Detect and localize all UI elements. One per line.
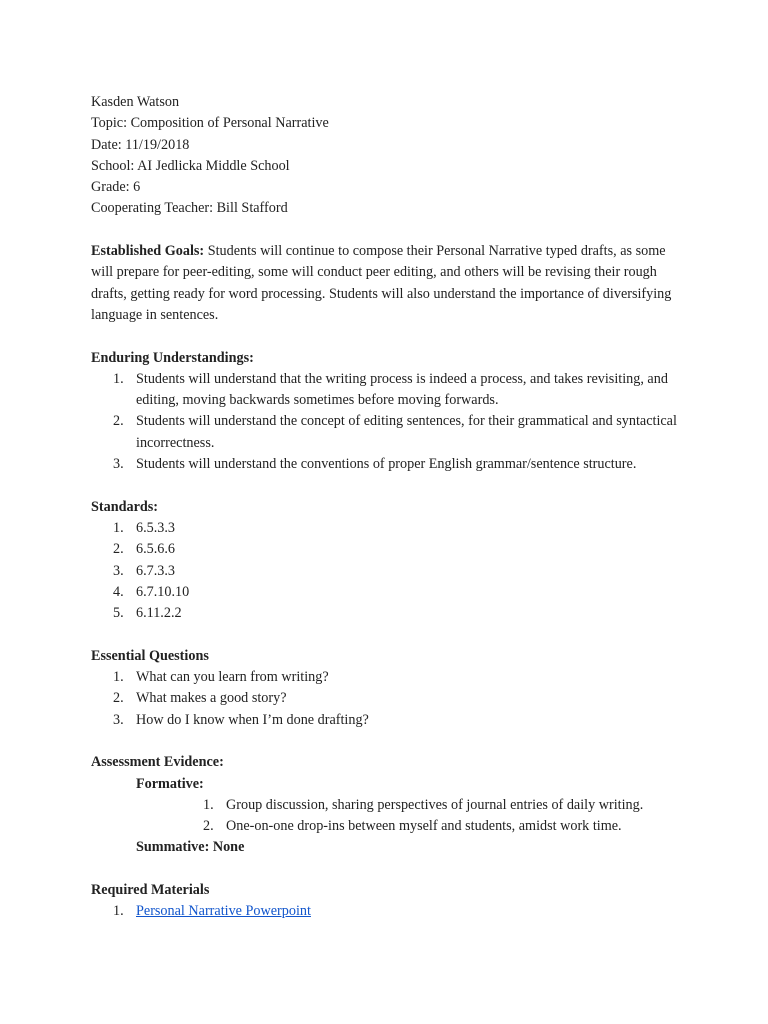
list-item: 3. 6.7.3.3 [113,562,176,579]
list-item: 2. 6.5.6.6 [113,541,176,558]
author-name: Kasden Watson [91,94,180,110]
formative-list [91,795,691,838]
list-item: 2. One-on-one drop-ins between myself and students, amidst work time. [203,818,622,835]
questions-list [91,667,691,731]
summative-label: Summative: None [136,839,245,856]
understandings-list [91,369,691,475]
understandings-heading: Enduring Understandings: [91,349,254,366]
topic-line: Topic: Composition of Personal Narrative [91,115,329,132]
date-line: Date: 11/19/2018 [91,136,190,153]
list-item: 3. Students will understand the conventions of proper English grammar/sentence structure. [113,456,637,473]
goals-text: Students will continue to compose their Personal Narrative typed drafts, as some will prepare for peer-editing, some will conduct peer editing, and others will be revising their rough drafts, getting ready for word processing. Students will also understand the importance of diversifying language in sentences. [91,243,672,323]
goals-label: Established Goals: [91,243,205,260]
list-item: 4. 6.7.10.10 [113,583,190,600]
list-item: 3. How do I know when I’m done drafting? [113,711,369,728]
list-item: 2. Students will understand the concept of editing sentences, for their grammatical and syntactical incorrectness. [113,413,677,451]
assessment-heading: Assessment Evidence: [91,754,224,771]
header-block [91,92,691,220]
list-item: 1. 6.5.3.3 [113,519,176,536]
grade-line: Grade: 6 [91,179,141,196]
lesson-plan [91,92,691,923]
questions-heading: Essential Questions [91,647,209,664]
standards-list [91,518,691,624]
formative-label: Formative: [136,775,204,792]
list-item: 5. 6.11.2.2 [113,605,182,622]
list-item: 1. Group discussion, sharing perspectives of journal entries of daily writing. [203,796,644,813]
teacher-line: Cooperating Teacher: Bill Stafford [91,200,288,217]
materials-list [91,901,691,922]
established-goals [91,241,691,326]
list-item: 1. Personal Narrative Powerpoint [113,903,311,920]
materials-heading: Required Materials [91,881,210,898]
school-line: School: AI Jedlicka Middle School [91,157,290,174]
list-item: 1. What can you learn from writing? [113,669,329,686]
powerpoint-link[interactable]: Personal Narrative Powerpoint [136,903,311,920]
list-item: 2. What makes a good story? [113,690,287,707]
standards-heading: Standards: [91,498,159,515]
list-item: 1. Students will understand that the writing process is indeed a process, and takes revisiting, and editing, moving backwards sometimes before moving forwards. [113,370,668,409]
